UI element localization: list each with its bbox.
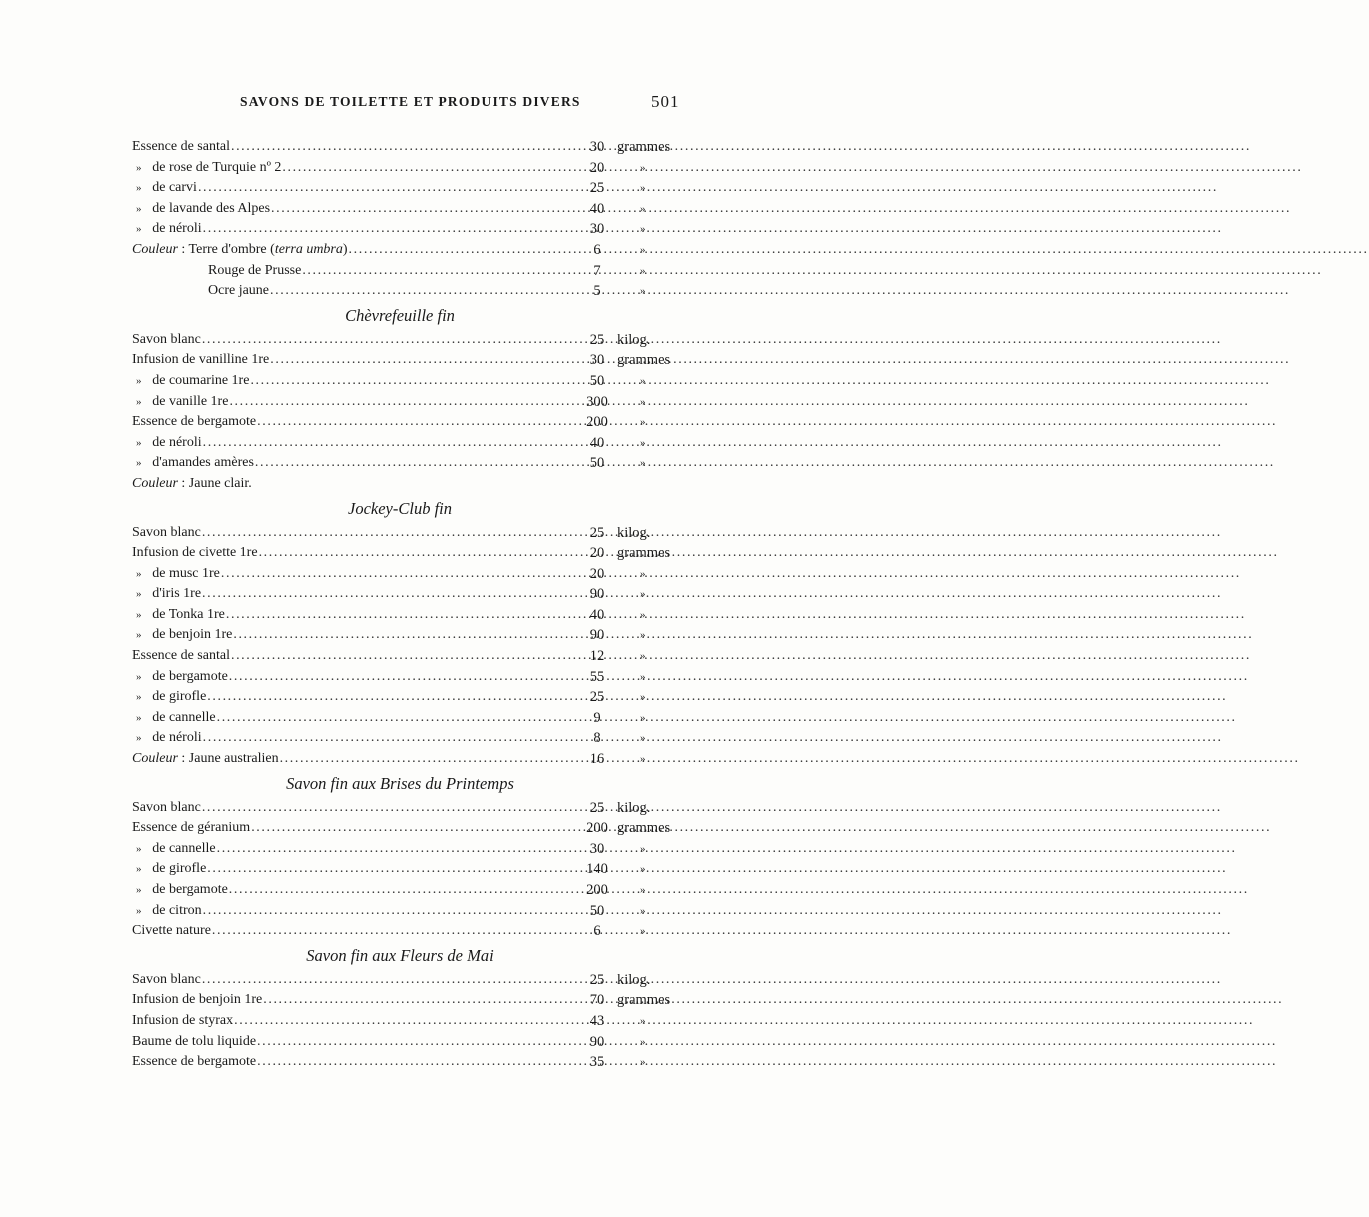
label-with-leader [136, 901, 566, 922]
ingredient-label: » de girofle [136, 861, 207, 877]
label-with-leader [132, 990, 566, 1011]
dot-leader [229, 880, 1249, 901]
ingredient-label: » d'iris 1re [136, 586, 202, 602]
dot-leader [203, 901, 1223, 922]
recipe-row [0, 605, 800, 626]
recipe-row [0, 564, 800, 585]
unit: » [640, 588, 646, 601]
ingredient-label: » de cannelle [136, 709, 216, 725]
quantity: 43 [589, 1012, 605, 1029]
label-with-leader [136, 667, 566, 688]
ingredient-label: » de bergamote [136, 882, 228, 897]
ingredient-label: Essence de santal [132, 139, 230, 154]
quantity: 7 [593, 262, 601, 279]
colour-note [0, 474, 800, 495]
recipe-row [0, 412, 800, 433]
quantity: 25 [589, 971, 605, 988]
unit: » [640, 1035, 646, 1048]
quantity: 25 [589, 180, 605, 197]
label-with-leader [136, 859, 566, 880]
recipe-row [0, 219, 800, 240]
ingredient-label: » de Tonka 1re [136, 606, 225, 622]
unit: » [640, 608, 646, 621]
page-number: 501 [651, 92, 680, 111]
ingredient-label: » de bergamote [136, 668, 228, 684]
dot-leader [203, 219, 1223, 240]
ingredient-label: Essence de bergamote [132, 1054, 257, 1070]
label-with-leader [132, 523, 566, 544]
dot-leader [255, 453, 1275, 474]
unit: » [640, 884, 646, 896]
unit: kilog. [617, 799, 651, 816]
label-with-leader [136, 708, 566, 729]
label-with-leader [136, 687, 566, 708]
quantity: 90 [589, 1033, 605, 1050]
recipe-row [0, 798, 800, 819]
unit: » [640, 395, 646, 408]
recipe-row [0, 281, 800, 302]
recipe-row [0, 749, 800, 770]
unit: » [640, 691, 646, 704]
recipe-heading-text: Savon fin aux Brises du Printemps [286, 773, 514, 793]
quantity: 30 [589, 221, 605, 238]
label-with-leader [132, 818, 566, 839]
quantity: 5 [593, 283, 601, 300]
unit: » [640, 863, 646, 876]
dot-leader [207, 859, 1227, 880]
quantity: 6 [593, 923, 601, 940]
unit: kilog. [617, 331, 651, 348]
recipe-row [0, 178, 800, 199]
unit: grammes [617, 820, 671, 837]
label-with-leader [132, 921, 566, 942]
quantity: 25 [589, 689, 605, 706]
unit: » [640, 842, 646, 855]
colour-note-text: Couleur : Jaune clair. [132, 475, 252, 491]
ingredient-label: Infusion de styrax [132, 1012, 234, 1028]
ingredient-label: Savon blanc [132, 799, 201, 815]
label-with-leader [132, 970, 566, 991]
label-with-leader [132, 543, 566, 564]
recipe-row [0, 158, 800, 179]
unit: » [640, 161, 646, 174]
label-with-leader [132, 749, 566, 770]
dot-leader [202, 798, 1222, 819]
ingredient-label: Rouge de Prusse [208, 262, 302, 278]
unit: kilog. [617, 971, 651, 988]
dot-leader [202, 584, 1222, 605]
recipe-heading-text: Savon fin aux Fleurs de Mai [306, 945, 494, 965]
quantity: 20 [589, 565, 605, 582]
recipe-list [0, 137, 800, 1073]
dot-leader [271, 199, 1291, 220]
dot-leader [263, 990, 1283, 1011]
dot-leader [302, 261, 1322, 282]
label-with-leader [208, 261, 566, 282]
unit: » [640, 202, 646, 215]
dot-leader [349, 240, 1369, 261]
unit: » [640, 1056, 646, 1069]
quantity: 6 [593, 241, 601, 258]
label-with-leader [208, 281, 566, 302]
unit: » [640, 243, 646, 256]
recipe-row [0, 687, 800, 708]
label-with-leader [136, 880, 566, 901]
quantity: 40 [589, 200, 605, 217]
recipe-row [0, 880, 800, 901]
recipe-row [0, 859, 800, 880]
label-with-leader [136, 839, 566, 860]
dot-leader [203, 433, 1223, 454]
quantity: 200 [586, 414, 608, 431]
ingredient-label: Essence de santal [132, 648, 230, 664]
quantity: 200 [586, 820, 608, 837]
unit: » [640, 374, 646, 387]
ingredient-label: Infusion de vanilline 1re [132, 352, 270, 368]
unit: » [640, 567, 646, 580]
label-with-leader [136, 219, 566, 240]
quantity: 300 [586, 393, 608, 410]
quantity: 20 [589, 159, 605, 176]
ingredient-label: Couleur : Terre d'ombre (terra umbra) [132, 241, 348, 257]
ingredient-label: » d'amandes amères [136, 455, 254, 471]
unit: » [640, 904, 646, 917]
ingredient-label: Infusion de benjoin 1re [132, 992, 263, 1008]
ingredient-label: » de lavande des Alpes [136, 200, 271, 216]
ingredient-label: » de néroli [136, 434, 202, 450]
ingredient-label: Savon blanc [132, 524, 201, 540]
label-with-leader [132, 1032, 566, 1053]
recipe-row [0, 137, 800, 158]
recipe-row [0, 330, 800, 351]
ingredient-label: » de vanille 1re [136, 393, 229, 409]
quantity: 16 [589, 751, 605, 768]
label-with-leader [132, 350, 566, 371]
quantity: 25 [589, 524, 605, 541]
dot-leader [231, 137, 1251, 158]
dot-leader [229, 392, 1249, 413]
unit: grammes [617, 992, 671, 1009]
ingredient-label: » de néroli [136, 730, 202, 746]
label-with-leader [136, 625, 566, 646]
recipe-row [0, 261, 800, 282]
recipe-row [0, 818, 800, 839]
label-with-leader [136, 199, 566, 220]
ingredient-label: Couleur : Jaune australien [132, 751, 279, 767]
quantity: 55 [589, 668, 605, 685]
unit: » [640, 925, 646, 938]
ingredient-label: Infusion de civette 1re [132, 545, 258, 561]
dot-leader [217, 708, 1237, 729]
recipe-row [0, 1032, 800, 1053]
ingredient-label: » de cannelle [136, 840, 216, 856]
dot-leader [221, 564, 1241, 585]
label-with-leader [136, 605, 566, 626]
dot-leader [257, 412, 1277, 433]
quantity: 8 [593, 730, 601, 747]
quantity: 200 [586, 882, 608, 898]
recipe-heading [0, 302, 800, 330]
recipe-row [0, 646, 800, 667]
recipe-row [0, 584, 800, 605]
ingredient-label: Savon blanc [132, 971, 201, 987]
dot-leader [217, 839, 1237, 860]
recipe-row [0, 970, 800, 991]
ingredient-label: Essence de bergamote [132, 414, 257, 430]
recipe-row [0, 625, 800, 646]
ingredient-label: » de coumarine 1re [136, 372, 250, 388]
recipe-heading-text: Jockey-Club fin [348, 498, 452, 518]
unit: » [640, 1014, 646, 1027]
dot-leader [250, 371, 1270, 392]
label-with-leader [136, 178, 566, 199]
unit: » [640, 182, 646, 195]
quantity: 50 [589, 902, 605, 919]
ingredient-label: » de benjoin 1re [136, 627, 233, 643]
recipe-row [0, 392, 800, 413]
recipe-row [0, 728, 800, 749]
ingredient-label: Savon blanc [132, 331, 201, 347]
ingredient-label: Ocre jaune [208, 283, 270, 299]
unit: kilog. [617, 524, 651, 541]
recipe-row [0, 453, 800, 474]
quantity: 140 [586, 861, 608, 878]
dot-leader [270, 350, 1290, 371]
recipe-row [0, 708, 800, 729]
unit: » [640, 732, 646, 745]
label-with-leader [132, 412, 566, 433]
dot-leader [251, 818, 1271, 839]
dot-leader [233, 625, 1253, 646]
recipe-row [0, 543, 800, 564]
dot-leader [198, 178, 1218, 199]
running-title: SAVONS DE TOILETTE ET PRODUITS DIVERS [240, 94, 581, 109]
recipe-row [0, 839, 800, 860]
quantity: 20 [589, 545, 605, 562]
label-with-leader [132, 646, 566, 667]
ingredient-label: » de rose de Turquie nº 2 [136, 159, 282, 175]
recipe-row [0, 990, 800, 1011]
ingredient-label: Essence de géranium [132, 820, 251, 836]
quantity: 30 [589, 840, 605, 857]
dot-leader [270, 281, 1290, 302]
label-with-leader [132, 330, 566, 351]
quantity: 12 [589, 648, 605, 665]
recipe-heading [0, 942, 800, 970]
quantity: 9 [593, 709, 601, 726]
label-with-leader [136, 158, 566, 179]
label-with-leader [136, 728, 566, 749]
quantity: 30 [589, 139, 605, 155]
unit: » [640, 223, 646, 236]
ingredient-label: » de carvi [136, 180, 197, 196]
dot-leader [202, 330, 1222, 351]
label-with-leader [132, 1011, 566, 1032]
quantity: 25 [589, 799, 605, 816]
label-with-leader [136, 584, 566, 605]
recipe-row [0, 240, 800, 261]
page-header [0, 92, 800, 114]
recipe-row [0, 523, 800, 544]
dot-leader [203, 728, 1223, 749]
recipe-row [0, 371, 800, 392]
quantity: 90 [589, 627, 605, 644]
dot-leader [282, 158, 1302, 179]
ingredient-label: » de girofle [136, 689, 207, 705]
recipe-heading [0, 495, 800, 523]
ingredient-label: » de néroli [136, 221, 202, 237]
dot-leader [226, 605, 1246, 626]
unit: grammes [617, 352, 671, 369]
dot-leader [259, 543, 1279, 564]
label-with-leader [132, 240, 566, 261]
quantity: 35 [589, 1054, 605, 1071]
dot-leader [234, 1011, 1254, 1032]
unit: » [640, 650, 646, 663]
unit: » [640, 285, 646, 298]
label-with-leader [132, 798, 566, 819]
label-with-leader [136, 564, 566, 585]
recipe-row [0, 921, 800, 942]
recipe-row [0, 1052, 800, 1073]
ingredient-label: » de citron [136, 902, 202, 918]
recipe-heading-text: Chèvrefeuille fin [345, 305, 455, 325]
dot-leader [207, 687, 1227, 708]
recipe-row [0, 901, 800, 922]
unit: » [640, 711, 646, 724]
unit: » [640, 457, 646, 470]
recipe-row [0, 1011, 800, 1032]
quantity: 50 [589, 372, 605, 389]
recipe-row [0, 667, 800, 688]
unit: » [640, 629, 646, 642]
dot-leader [257, 1052, 1277, 1073]
unit: » [640, 670, 646, 683]
quantity: 90 [589, 586, 605, 603]
unit: » [640, 436, 646, 449]
unit: grammes [617, 139, 671, 155]
quantity: 70 [589, 992, 605, 1009]
dot-leader [212, 921, 1232, 942]
dot-leader [280, 749, 1300, 770]
label-with-leader [136, 392, 566, 413]
dot-leader [202, 970, 1222, 991]
unit: grammes [617, 545, 671, 562]
label-with-leader [136, 433, 566, 454]
recipe-row [0, 350, 800, 371]
dot-leader [257, 1032, 1277, 1053]
quantity: 25 [589, 331, 605, 348]
recipe-heading [0, 770, 800, 798]
quantity: 40 [589, 606, 605, 623]
recipe-row [0, 199, 800, 220]
unit: » [640, 416, 646, 429]
quantity: 50 [589, 455, 605, 472]
ingredient-label: » de musc 1re [136, 565, 220, 581]
dot-leader [202, 523, 1222, 544]
quantity: 30 [589, 352, 605, 369]
label-with-leader [136, 453, 566, 474]
label-with-leader [132, 1052, 566, 1073]
ingredient-label: Baume de tolu liquide [132, 1033, 257, 1049]
recipe-row [0, 433, 800, 454]
unit: » [640, 753, 646, 766]
label-with-leader [136, 371, 566, 392]
dot-leader [229, 667, 1249, 688]
ingredient-label: Civette nature [132, 923, 211, 939]
label-with-leader [132, 137, 566, 158]
unit: » [640, 264, 646, 277]
dot-leader [231, 646, 1251, 667]
quantity: 40 [589, 434, 605, 451]
